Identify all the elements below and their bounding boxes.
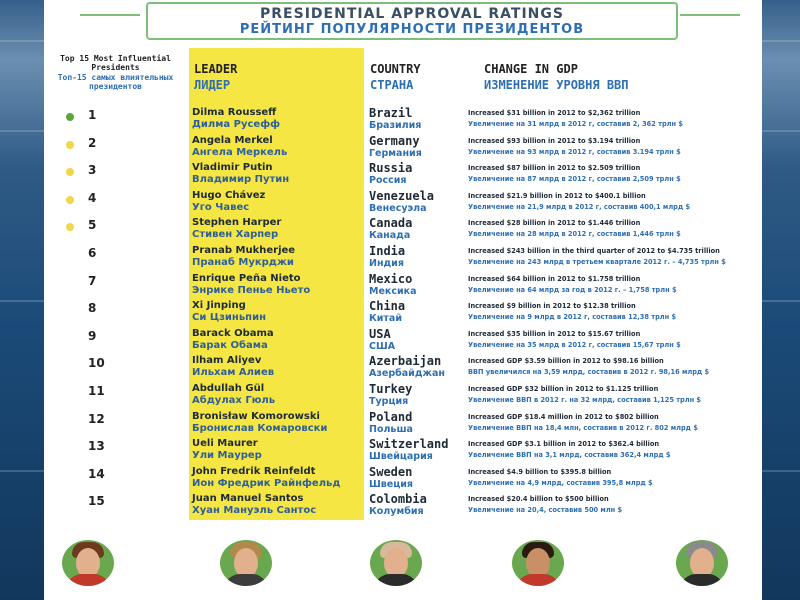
country-name-russian: Россия (369, 175, 407, 187)
gdp-header-russian: ИЗМЕНЕНИЕ УРОВНЯ ВВП (484, 78, 629, 92)
country-name-english: Germany (369, 133, 420, 148)
gdp-change-english: Increased GDP $3.1 billion in 2012 to $362.4 billion (468, 440, 660, 449)
country-name-english: Mexico (369, 271, 413, 286)
gdp-change-russian: Увеличение на 4,9 млрд, составив 395,8 млрд $ (468, 478, 653, 487)
rank-number: 15 (88, 494, 105, 509)
leader-name-russian: Владимир Путин (192, 174, 290, 186)
country-name-russian: Канада (369, 230, 411, 242)
leader-name-russian: Бронислав Комаровски (192, 422, 328, 434)
rank-number: 13 (88, 439, 105, 454)
top15-header-russian: Топ-15 самых влиятельных президентов (57, 73, 174, 91)
rank-number: 6 (88, 246, 97, 260)
dilma-rousseff-photo (62, 540, 114, 586)
gdp-change-english: Increased $87 billion in 2012 to $2.509 trillion (468, 164, 641, 173)
gdp-change-english: Increased $28 billion in 2012 to $1.446 trillion (468, 219, 641, 228)
rank-dot-icon (66, 141, 74, 149)
leader-name-english: Xi Jinping (192, 300, 246, 312)
country-name-english: Switzerland (369, 437, 449, 452)
table-row (44, 244, 762, 271)
rank-dot-icon (66, 196, 74, 204)
vladimir-putin-photo (370, 540, 422, 586)
table-row (44, 106, 762, 133)
leader-name-english: Stephen Harper (192, 217, 282, 229)
table-row (44, 272, 762, 299)
gdp-change-russian: Увеличение ВВП в 2012 г. на 32 млрд, составив 1,125 трлн $ (468, 396, 702, 404)
table-row (44, 189, 762, 216)
country-name-russian: США (369, 340, 396, 352)
country-name-russian: Турция (369, 396, 409, 407)
table-row (44, 410, 762, 437)
rank-dot-icon (66, 223, 74, 231)
rank-number: 1 (88, 108, 97, 122)
rank-number: 4 (88, 190, 97, 205)
leader-name-english: Angela Merkel (192, 134, 273, 146)
gdp-change-english: Increased $20.4 billion to $500 billion (468, 495, 609, 504)
country-name-russian: Китай (369, 313, 402, 325)
table-row (44, 492, 762, 519)
rank-dot-icon (66, 113, 74, 121)
gdp-change-english: Increased GDP $18.4 million in 2012 to $802 billion (468, 412, 659, 421)
rank-dot-icon (66, 168, 74, 176)
leader-name-english: Vladimir Putin (192, 162, 273, 174)
leader-name-english: Ilham Aliyev (192, 355, 262, 367)
leader-name-english: Abdullah Gül (192, 383, 265, 394)
infographic-card (44, 0, 762, 600)
gdp-change-russian: Увеличение на 243 млрд в третьем квартале 2012 г. – 4,735 трлн $ (468, 258, 726, 266)
gdp-change-english: Increased $64 billion in 2012 to $1.758 trillion (468, 274, 641, 283)
leader-name-english: John Fredrik Reinfeldt (192, 465, 316, 477)
leader-name-russian: Уго Чавес (192, 201, 250, 213)
title-russian: РЕЙТИНГ ПОПУЛЯРНОСТИ ПРЕЗИДЕНТОВ (239, 22, 585, 37)
table-row (44, 354, 762, 381)
gdp-change-english: Increased $9 billion in 2012 to $12.38 trillion (468, 302, 636, 311)
table-row (44, 437, 762, 464)
stephen-harper-photo (676, 540, 728, 586)
gdp-change-english: Increased $31 billion in 2012 to $2,362 trillion (468, 109, 641, 117)
table-row (44, 161, 762, 188)
country-name-russian: Колумбия (369, 506, 424, 518)
table-row (44, 465, 762, 492)
leader-name-russian: Пранаб Мукрджи (192, 257, 294, 268)
gdp-change-english: Increased $243 billion in the third quarter of 2012 to $4.735 trillion (468, 247, 720, 255)
leader-name-russian: Абдулах Гюль (192, 395, 276, 406)
country-name-russian: Швейцария (369, 451, 433, 463)
gdp-change-russian: Увеличение ВВП на 18,4 млн, составив в 2012 г. 802 млрд $ (468, 423, 698, 432)
leader-name-russian: Ион Фредрик Райнфельд (192, 477, 341, 489)
country-name-russian: Германия (369, 147, 422, 159)
leader-header-russian: ЛИДЕР (194, 78, 231, 92)
leader-name-russian: Стивен Харпер (192, 229, 279, 241)
country-header-english: COUNTRY (370, 62, 421, 76)
country-name-russian: Швеция (369, 478, 413, 490)
leader-name-russian: Дилма Русефф (192, 119, 281, 130)
gdp-change-russian: Увеличение на 21,9 млрд в 2012 г, составив 400,1 млрд $ (468, 202, 691, 211)
hugo-chavez-photo (512, 540, 564, 586)
rank-number: 2 (88, 135, 97, 150)
gdp-change-russian: Увеличение на 20,4, составив 500 млн $ (468, 506, 623, 515)
leader-name-english: Pranab Mukherjee (192, 245, 296, 256)
rank-number: 11 (88, 384, 105, 398)
rank-number: 14 (88, 466, 105, 481)
leader-name-russian: Си Цзиньпин (192, 312, 266, 324)
country-name-english: India (369, 244, 406, 258)
gdp-change-russian: Увеличение на 64 млрд за год в 2012 г. – 1,758 трлн $ (468, 285, 677, 294)
country-name-english: Colombia (369, 492, 427, 507)
leader-name-english: Hugo Chávez (192, 189, 266, 201)
top15-header-english: Top 15 Most Influential Presidents (60, 54, 171, 72)
gdp-change-russian: Увеличение на 9 млрд в 2012 г, составив 12,38 трлн $ (468, 313, 677, 322)
leader-name-russian: Энрике Пенье Ньето (192, 284, 311, 296)
gdp-change-russian: Увеличение на 93 млрд в 2012 г, составив 3.194 трлн $ (468, 147, 681, 156)
title-english: PRESIDENTIAL APPROVAL RATINGS (260, 6, 564, 22)
leader-name-russian: Ули Маурер (192, 450, 262, 462)
title-decoration-left (80, 14, 140, 16)
rank-number: 10 (88, 356, 105, 371)
country-header-russian: СТРАНА (370, 78, 414, 92)
leader-name-english: Enrique Peña Nieto (192, 272, 301, 284)
table-row (44, 134, 762, 161)
leader-header-english: LEADER (194, 62, 238, 76)
gdp-change-english: Increased $93 billion in 2012 to $3.194 trillion (468, 136, 641, 145)
gdp-change-russian: Увеличение на 31 млрд в 2012 г, составив 2, 362 трлн $ (468, 120, 683, 128)
table-row (44, 216, 762, 243)
leader-name-english: Juan Manuel Santos (192, 493, 304, 505)
gdp-change-english: Increased $35 billion in 2012 to $15.67 trillion (468, 329, 641, 338)
country-name-english: USA (369, 326, 391, 341)
country-name-russian: Индия (369, 258, 404, 269)
country-name-russian: Польша (369, 423, 413, 435)
country-name-english: Canada (369, 216, 413, 231)
gdp-change-russian: ВВП увеличился на 3,59 млрд, составив в 2012 г. 98,16 млрд $ (468, 368, 710, 377)
table-row (44, 299, 762, 326)
leader-name-russian: Ильхам Алиев (192, 367, 275, 379)
leader-name-russian: Хуан Мануэль Сантос (192, 505, 317, 517)
gdp-change-russian: Увеличение на 35 млрд в 2012 г, составив 15,67 трлн $ (468, 340, 681, 349)
gdp-change-russian: Увеличение на 28 млрд в 2012 г, составив 1,446 трлн $ (468, 230, 681, 239)
rank-number: 5 (88, 218, 97, 233)
leader-name-english: Ueli Maurer (192, 438, 258, 450)
country-name-russian: Бразилия (369, 120, 422, 131)
country-name-english: Azerbaijan (369, 354, 442, 369)
leader-name-english: Dilma Rousseff (192, 107, 277, 118)
leader-name-russian: Ангела Меркель (192, 146, 288, 158)
leader-name-english: Barack Obama (192, 327, 274, 339)
country-name-english: China (369, 299, 406, 314)
country-name-english: Brazil (369, 106, 413, 120)
gdp-change-russian: Увеличение на 87 млрд в 2012 г, составив 2,509 трлн $ (468, 175, 681, 184)
title-box (146, 2, 678, 40)
country-name-russian: Венесуэла (369, 202, 427, 214)
country-name-english: Russia (369, 161, 413, 176)
gdp-change-english: Increased GDP $32 billion in 2012 to $1.125 trillion (468, 385, 659, 393)
country-name-russian: Азербайджан (369, 368, 445, 380)
rank-number: 8 (88, 301, 97, 316)
rank-number: 9 (88, 328, 97, 343)
rank-number: 7 (88, 273, 97, 288)
table-row (44, 382, 762, 409)
country-name-english: Sweden (369, 464, 413, 479)
gdp-change-english: Increased GDP $3.59 billion in 2012 to $98.16 billion (468, 357, 664, 366)
leader-name-english: Bronisław Komorowski (192, 410, 320, 422)
rank-number: 12 (88, 411, 105, 426)
country-name-english: Turkey (369, 382, 413, 396)
gdp-change-english: Increased $21.9 billion in 2012 to $400.1 billion (468, 191, 646, 200)
country-name-english: Venezuela (369, 188, 435, 203)
country-name-english: Poland (369, 409, 413, 424)
title-decoration-right (680, 14, 740, 16)
angela-merkel-photo (220, 540, 272, 586)
gdp-change-english: Increased $4.9 billion to $395.8 billion (468, 467, 612, 476)
gdp-header-english: CHANGE IN GDP (484, 62, 578, 76)
country-name-russian: Мексика (369, 285, 417, 297)
rank-number: 3 (88, 163, 97, 178)
leader-name-russian: Барак Обама (192, 339, 268, 351)
table-row (44, 327, 762, 354)
gdp-change-russian: Увеличение ВВП на 3,1 млрд, составив 362,4 млрд $ (468, 451, 671, 460)
